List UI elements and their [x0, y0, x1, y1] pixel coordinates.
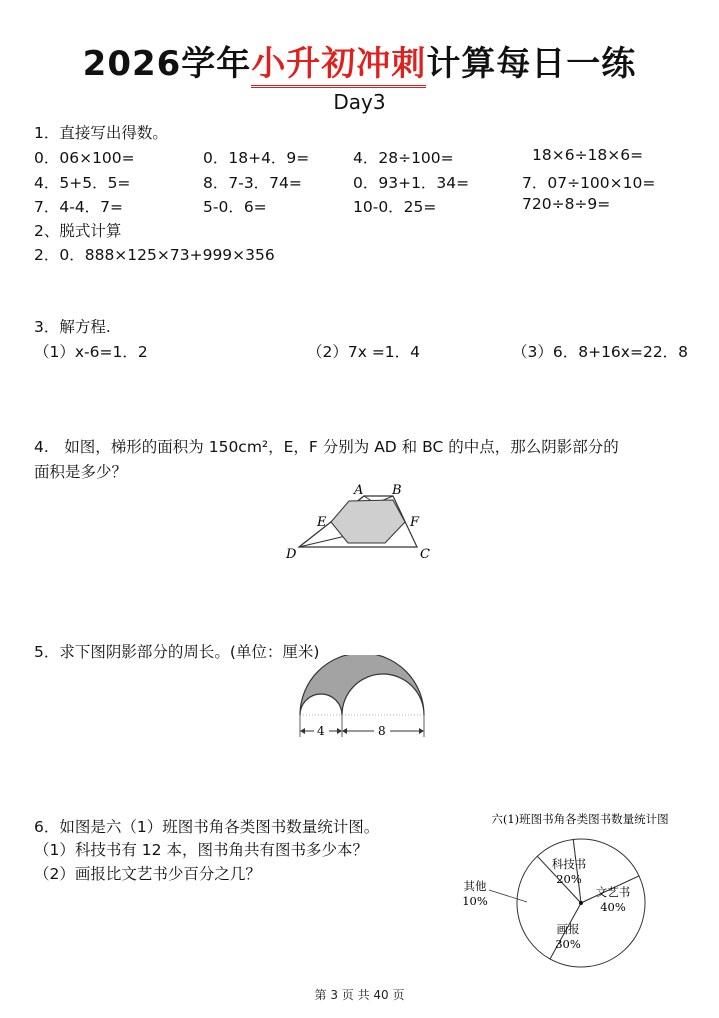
label-b: B: [392, 483, 402, 498]
equation-item: （1）x-6=1．2: [34, 343, 148, 361]
label-e: E: [317, 515, 327, 530]
section6-q1: （1）科技书有 12 本，图书角共有图书多少本？: [34, 841, 368, 859]
label-f: F: [410, 515, 420, 530]
shaded-region: [300, 655, 424, 715]
calc-item: 7．4-4．7=: [34, 198, 124, 216]
chart-title: 六(1)班图书角各类图书数量统计图: [491, 812, 669, 826]
label-pictorial-value: 30%: [555, 937, 581, 951]
calc-item: 7．07÷100×10=: [522, 174, 656, 192]
equation-item: （2）7x =1．4: [307, 343, 421, 361]
section6-heading: 6．如图是六（1）班图书角各类图书数量统计图。: [34, 818, 380, 836]
calc-item: 0．18+4．9=: [203, 149, 310, 167]
calc-item: 5-0．6=: [203, 198, 267, 216]
section2-heading: 2、脱式计算: [34, 222, 122, 240]
label-other-value: 10%: [462, 894, 488, 908]
label-literature-value: 40%: [600, 900, 626, 914]
section2-problem: 2．0．888×125×73+999×356: [34, 246, 275, 264]
section5-heading: 5．求下图阴影部分的周长。(单位：厘米): [34, 643, 320, 661]
calc-item: 18×6÷18×6=: [532, 146, 644, 164]
section4-line1: 4. 如图，梯形的面积为 150cm²，E，F 分别为 AD 和 BC 的中点，那么阴影部分的: [34, 438, 619, 456]
calc-item: 4．5+5．5=: [34, 174, 131, 192]
section4-line2: 面积是多少？: [34, 463, 128, 481]
calc-item: 720÷8÷9=: [522, 195, 611, 213]
label-literature-name: 文艺书: [595, 885, 631, 899]
pie-chart: [455, 806, 705, 976]
page-footer: 第 3 页 共 40 页: [314, 988, 405, 1002]
label-c: C: [420, 547, 430, 562]
title-prefix: 2026学年: [82, 44, 252, 84]
title-highlight: 小升初冲刺: [251, 44, 426, 88]
calc-item: 0．06×100=: [34, 149, 135, 167]
label-d: D: [286, 547, 297, 562]
section3-heading: 3．解方程.: [34, 318, 111, 336]
title-suffix: 计算每日一练: [426, 44, 637, 84]
label-science-value: 20%: [556, 872, 582, 886]
calc-item: 0．93+1．34=: [353, 174, 470, 192]
section6-q2: （2）画报比文艺书少百分之几？: [34, 865, 261, 883]
label-other-name: 其他: [463, 879, 487, 893]
label-pictorial-name: 画报: [556, 922, 580, 936]
section1-heading: 1．直接写出得数。: [34, 124, 168, 142]
label-science-name: 科技书: [551, 857, 587, 871]
calc-item: 8．7-3．74=: [203, 174, 302, 192]
dim-large-label: 8: [378, 724, 386, 738]
pie-center-dot: [579, 901, 583, 905]
calc-item: 10-0．25=: [353, 198, 437, 216]
semicircle-figure: [292, 655, 432, 745]
label-a: A: [354, 483, 364, 498]
subtitle: Day3: [333, 90, 386, 114]
dim-small-label: 4: [317, 724, 325, 738]
trapezoid-figure: [282, 478, 442, 564]
page-title: [0, 36, 719, 85]
calc-item: 4．28÷100=: [353, 149, 454, 167]
equation-item: （3）6．8+16x=22．8: [512, 343, 689, 361]
